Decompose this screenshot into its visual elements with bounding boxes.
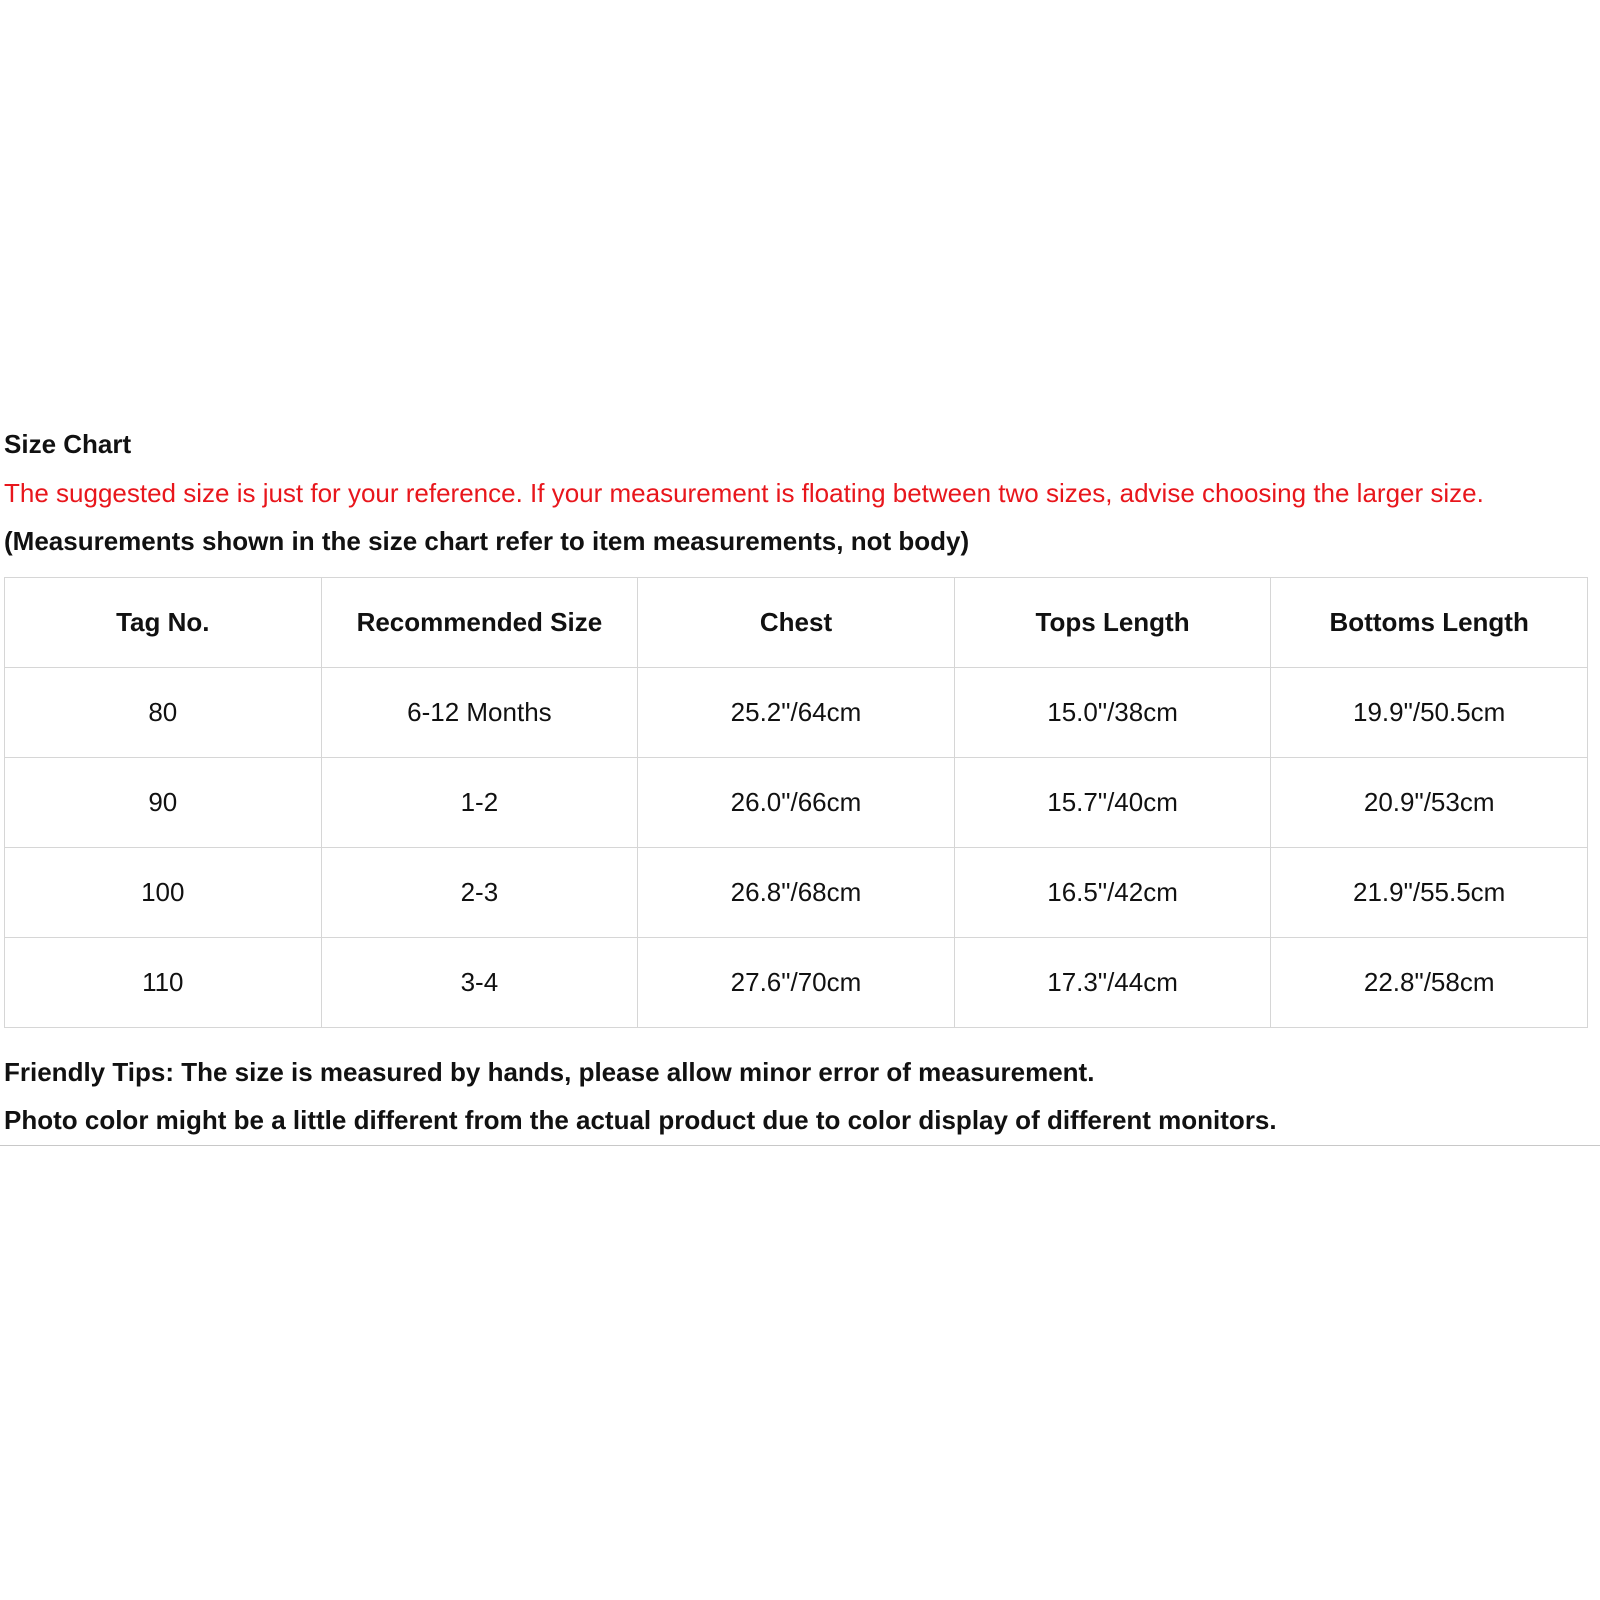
cell-recommended-size: 3-4 [321,938,638,1028]
header-bottoms-length: Bottoms Length [1271,578,1588,668]
table-row [5,668,1588,758]
cell-chest: 26.0"/66cm [638,758,955,848]
cell-recommended-size: 1-2 [321,758,638,848]
cell-tops-length: 16.5"/42cm [954,848,1271,938]
cell-bottoms-length: 21.9"/55.5cm [1271,848,1588,938]
size-chart-title: Size Chart [4,429,132,459]
cell-chest: 25.2"/64cm [638,668,955,758]
cell-tag-no: 90 [5,758,322,848]
cell-tops-length: 15.0"/38cm [954,668,1271,758]
table-row [5,848,1588,938]
table-row [5,938,1588,1028]
table-header-row [5,578,1588,668]
cell-chest: 27.6"/70cm [638,938,955,1028]
size-chart-section [4,428,1596,1136]
cell-tops-length: 17.3"/44cm [954,938,1271,1028]
header-tops-length: Tops Length [954,578,1271,668]
measurement-note: (Measurements shown in the size chart refer to item measurements, not body) [4,526,970,556]
header-chest: Chest [638,578,955,668]
photo-color-note: Photo color might be a little different from the actual product due to color display of different monitors. [4,1105,1277,1135]
header-recommended-size: Recommended Size [321,578,638,668]
cell-recommended-size: 2-3 [321,848,638,938]
size-table [4,577,1588,1028]
cell-chest: 26.8"/68cm [638,848,955,938]
cell-tops-length: 15.7"/40cm [954,758,1271,848]
cell-recommended-size: 6-12 Months [321,668,638,758]
cell-bottoms-length: 22.8"/58cm [1271,938,1588,1028]
size-reference-note: The suggested size is just for your reference. If your measurement is floating between two sizes, advise choosing the larger size. [4,478,1484,508]
cell-bottoms-length: 19.9"/50.5cm [1271,668,1588,758]
cell-tag-no: 110 [5,938,322,1028]
cell-tag-no: 80 [5,668,322,758]
table-row [5,758,1588,848]
friendly-tips: Friendly Tips: The size is measured by hands, please allow minor error of measurement. [4,1057,1095,1087]
bottom-divider [0,1145,1600,1146]
cell-bottoms-length: 20.9"/53cm [1271,758,1588,848]
cell-tag-no: 100 [5,848,322,938]
header-tag-no: Tag No. [5,578,322,668]
